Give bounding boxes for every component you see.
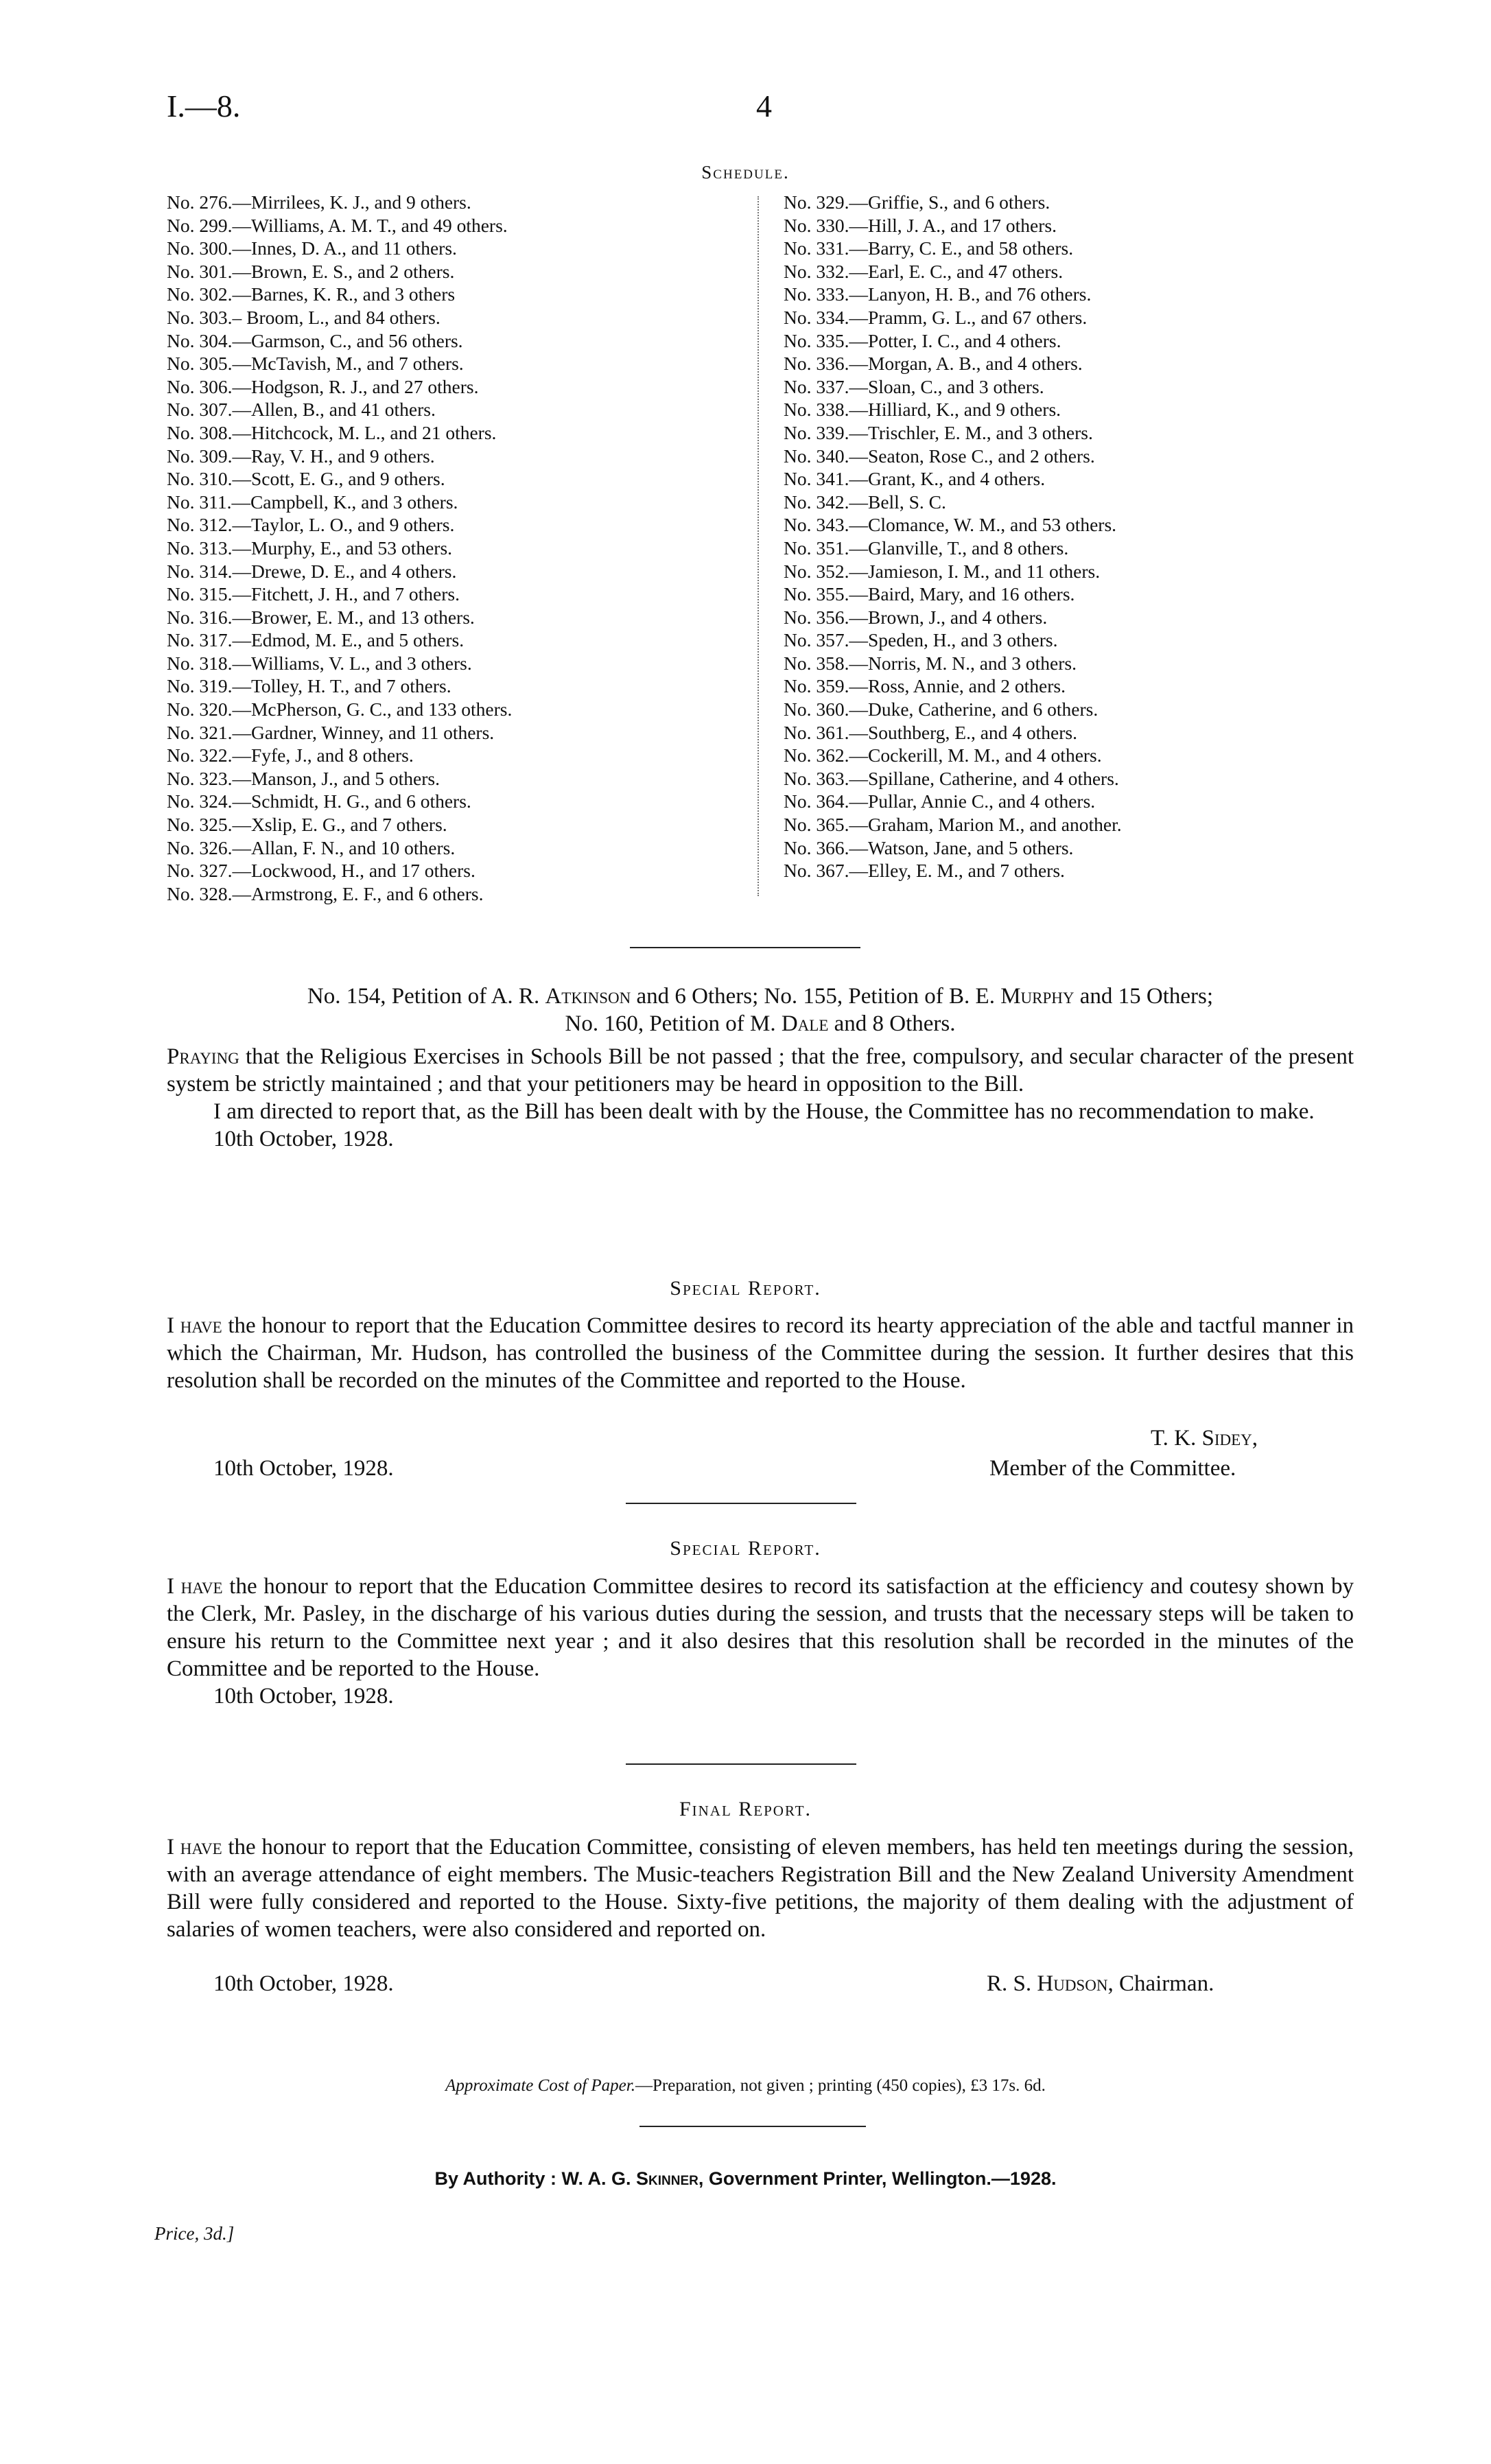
schedule-entry: No. 365.—Graham, Marion M., and another. (784, 814, 1122, 836)
final-report-body: I have the honour to report that the Education Committee, consisting of eleven members, has held ten meetings during the session, with an average attendance of eight members. The Music-teachers Registration Bill and the New Zealand University Amendment Bill were fully considered and reported to the House. Sixty-five petitions, the majority of them dealing with the adjustment of salaries of women teachers, were also considered and reported on. (167, 1835, 1354, 1942)
special-report-1-signature-role: Member of the Committee. (989, 1456, 1236, 1481)
schedule-entry: No. 363.—Spillane, Catherine, and 4 others. (784, 767, 1119, 789)
schedule-entry: No. 307.—Allen, B., and 41 others. (167, 399, 436, 421)
special-report-1-heading: Special Report. (670, 1277, 821, 1300)
schedule-entry: No. 301.—Brown, E. S., and 2 others. (167, 260, 455, 282)
schedule-entry: No. 317.—Edmod, M. E., and 5 others. (167, 629, 465, 651)
petition-title-line-1: No. 154, Petition of A. R. Atkinson and 6 Others; No. 155, Petition of B. E. Murphy and 15 Others; (307, 984, 1214, 1009)
cost-of-paper-note: Approximate Cost of Paper.—Preparation, not given ; printing (450 copies), £3 17s. 6d. (445, 2076, 1046, 2095)
special-report-2-heading: Special Report. (670, 1537, 821, 1560)
schedule-entry: No. 361.—Southberg, E., and 4 others. (784, 721, 1077, 743)
schedule-entry: No. 338.—Hilliard, K., and 9 others. (784, 399, 1061, 421)
schedule-entry: No. 310.—Scott, E. G., and 9 others. (167, 468, 445, 490)
schedule-entry: No. 351.—Glanville, T., and 8 others. (784, 537, 1069, 559)
schedule-entry: No. 336.—Morgan, A. B., and 4 others. (784, 353, 1083, 375)
schedule-entry: No. 314.—Drewe, D. E., and 4 others. (167, 560, 457, 582)
schedule-entry: No. 360.—Duke, Catherine, and 6 others. (784, 699, 1099, 720)
schedule-entry: No. 331.—Barry, C. E., and 58 others. (784, 237, 1074, 259)
petition-directed: I am directed to report that, as the Bill has been dealt with by the House, the Committee has no recommendation to make. (213, 1099, 1315, 1124)
petition-praying: Praying that the Religious Exercises in Schools Bill be not passed ; that the free, compulsory, and secular character of the present system be strictly maintained ; and that your petitioners may be heard in opposition to the Bill. (167, 1044, 1354, 1096)
schedule-entry: No. 324.—Schmidt, H. G., and 6 others. (167, 790, 471, 812)
section-divider (630, 947, 860, 948)
schedule-entry: No. 362.—Cockerill, M. M., and 4 others. (784, 744, 1102, 766)
schedule-title: Schedule. (701, 162, 790, 183)
schedule-entry: No. 332.—Earl, E. C., and 47 others. (784, 260, 1064, 282)
schedule-entry: No. 276.—Mirrilees, K. J., and 9 others. (167, 191, 471, 213)
schedule-entry: No. 308.—Hitchcock, M. L., and 21 others. (167, 421, 497, 443)
schedule-entry: No. 306.—Hodgson, R. J., and 27 others. (167, 375, 479, 397)
section-divider (626, 1503, 856, 1504)
schedule-entry: No. 313.—Murphy, E., and 53 others. (167, 537, 453, 559)
schedule-entry: No. 366.—Watson, Jane, and 5 others. (784, 836, 1074, 858)
schedule-entry: No. 319.—Tolley, H. T., and 7 others. (167, 675, 451, 697)
special-report-1-body: I have the honour to report that the Education Committee desires to record its hearty appreciation of the able and tactful manner in which the Chairman, Mr. Hudson, has controlled the business of the Committee during the session. It further desires that this resolution shall be recorded on the minutes of the Committee and reported to the House. (167, 1313, 1354, 1393)
final-report-signature: R. S. Hudson, Chairman. (987, 1971, 1214, 1996)
schedule-entry: No. 357.—Speden, H., and 3 others. (784, 629, 1058, 651)
section-divider (626, 1763, 856, 1765)
schedule-left-column (167, 191, 512, 905)
schedule-entry: No. 364.—Pullar, Annie C., and 4 others. (784, 790, 1096, 812)
schedule-entry: No. 300.—Innes, D. A., and 11 others. (167, 237, 457, 259)
schedule-entry: No. 333.—Lanyon, H. B., and 76 others. (784, 283, 1092, 305)
footer-divider (639, 2126, 866, 2127)
schedule-entry: No. 316.—Brower, E. M., and 13 others. (167, 606, 475, 628)
schedule-entry: No. 352.—Jamieson, I. M., and 11 others. (784, 560, 1101, 582)
special-report-2-body: I have the honour to report that the Education Committee desires to record its satisfaction at the efficiency and coutesy shown by the Clerk, Mr. Pasley, in the discharge of his various duties during the session, and trusts that the necessary steps will be taken to ensure his return to the Committee next year ; and it also desires that this resolution shall be recorded in the minutes of the Committee and be reported to the House. 10th October, 1928. (167, 1574, 1354, 1709)
special-report-1-signature-name: T. K. Sidey, (1150, 1426, 1258, 1451)
schedule-entry: No. 299.—Williams, A. M. T., and 49 others. (167, 214, 508, 236)
final-report-date: 10th October, 1928. (213, 1971, 394, 1996)
schedule-entry: No. 309.—Ray, V. H., and 9 others. (167, 445, 435, 467)
schedule-right-column (784, 191, 1122, 882)
price-note: Price, 3d.] (154, 2223, 235, 2244)
schedule-entry: No. 343.—Clomance, W. M., and 53 others. (784, 514, 1117, 536)
petition-title-line-2: No. 160, Petition of M. Dale and 8 Others. (565, 1011, 956, 1036)
schedule-entry: No. 323.—Manson, J., and 5 others. (167, 767, 440, 789)
schedule-entry: No. 304.—Garmson, C., and 56 others. (167, 329, 463, 351)
schedule-entry: No. 355.—Baird, Mary, and 16 others. (784, 583, 1075, 605)
schedule-entry: No. 325.—Xslip, E. G., and 7 others. (167, 814, 447, 836)
schedule-entry: No. 341.—Grant, K., and 4 others. (784, 468, 1046, 490)
final-report-heading: Final Report. (679, 1798, 812, 1820)
petition-date: 10th October, 1928. (213, 1127, 394, 1151)
schedule-entry: No. 321.—Gardner, Winney, and 11 others. (167, 721, 495, 743)
schedule-entry: No. 302.—Barnes, K. R., and 3 others (167, 283, 456, 305)
schedule-entry: No. 318.—Williams, V. L., and 3 others. (167, 652, 472, 674)
document-reference: I.—8. (167, 89, 241, 124)
schedule-entry: No. 339.—Trischler, E. M., and 3 others. (784, 421, 1093, 443)
page-number: 4 (756, 89, 772, 124)
schedule-entry: No. 359.—Ross, Annie, and 2 others. (784, 675, 1066, 697)
schedule-entry: No. 367.—Elley, E. M., and 7 others. (784, 860, 1065, 882)
schedule-entry: No. 329.—Griffie, S., and 6 others. (784, 191, 1050, 213)
schedule-entry: No. 315.—Fitchett, J. H., and 7 others. (167, 583, 460, 605)
schedule-entry: No. 303.– Broom, L., and 84 others. (167, 306, 441, 328)
petition-section (167, 983, 1354, 1153)
schedule-entry: No. 340.—Seaton, Rose C., and 2 others. (784, 445, 1095, 467)
schedule-entry: No. 305.—McTavish, M., and 7 others. (167, 353, 464, 375)
column-divider (758, 196, 759, 896)
schedule-entry: No. 322.—Fyfe, J., and 8 others. (167, 744, 414, 766)
schedule-entry: No. 335.—Potter, I. C., and 4 others. (784, 329, 1061, 351)
schedule-entry: No. 356.—Brown, J., and 4 others. (784, 606, 1048, 628)
schedule-entry: No. 334.—Pramm, G. L., and 67 others. (784, 306, 1088, 328)
schedule-entry: No. 312.—Taylor, L. O., and 9 others. (167, 514, 455, 536)
schedule-entry: No. 342.—Bell, S. C. (784, 491, 946, 513)
printer-authority-line: By Authority : W. A. G. Skinner, Government Printer, Wellington.—1928. (434, 2168, 1057, 2189)
schedule-entry: No. 358.—Norris, M. N., and 3 others. (784, 652, 1077, 674)
schedule-entry: No. 311.—Campbell, K., and 3 others. (167, 491, 458, 513)
schedule-entry: No. 337.—Sloan, C., and 3 others. (784, 375, 1044, 397)
schedule-entry: No. 328.—Armstrong, E. F., and 6 others. (167, 882, 484, 904)
special-report-1-date: 10th October, 1928. (213, 1456, 394, 1481)
schedule-entry: No. 330.—Hill, J. A., and 17 others. (784, 214, 1057, 236)
schedule-entry: No. 327.—Lockwood, H., and 17 others. (167, 860, 476, 882)
schedule-entry: No. 326.—Allan, F. N., and 10 others. (167, 836, 456, 858)
schedule-entry: No. 320.—McPherson, G. C., and 133 others. (167, 699, 513, 720)
special-report-2-date: 10th October, 1928. (213, 1684, 394, 1709)
